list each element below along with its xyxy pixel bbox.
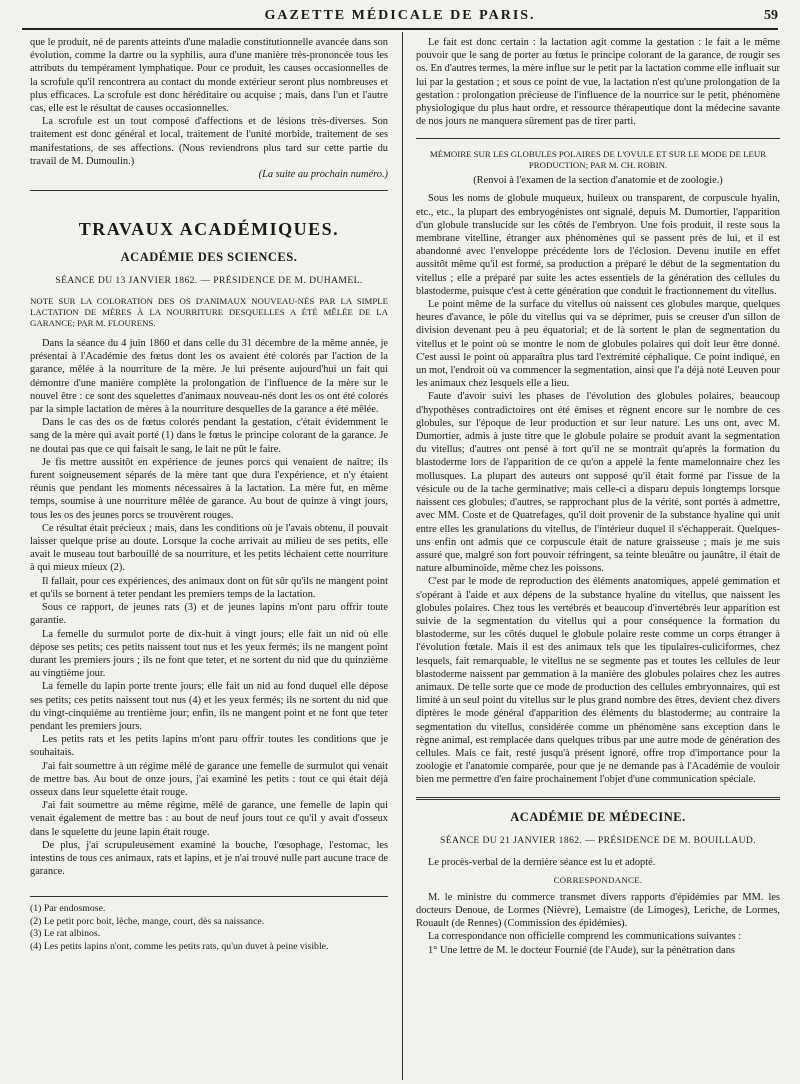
paragraph: M. le ministre du commerce transmet divers rapports d'épidémies par MM. les docteurs Denoue, de Lormes (Nièvre), Lemaistre (de Limoges), Leriche, de Lormes, Rouault (de Rennes) (Commission des épidémies). — [416, 891, 780, 930]
paragraph: Dans le cas des os de fœtus colorés pendant la gestation, c'était évidemment le sang de la mère qui avait porté (1) dans le fœtus le principe colorant de la garance. Je ne doutai pas que ce qui faisait le sang, le lait ne pût le faire. — [30, 417, 388, 455]
right-column — [416, 36, 780, 1076]
paragraph: Je fis mettre aussitôt en expérience de jeunes porcs qui venaient de naître; ils furent soigneusement séparés de la mère tant que dura l'expérience, et n'y étaient réunis que pendant les moments nécessaires à la lactation. La mère fut, en même temps, soumise à une nourriture mêlée de garance. Au bout de quinze à vingt jours, tous les os des jeunes porcs se trouvèrent rouges. — [30, 456, 388, 521]
paragraph: C'est par le mode de reproduction des éléments anatomiques, appelé gemmation et s'opérant à l'aide et aux dépens de la substance hyaline du vitellus, que naissent les globules polaires. Chez tous les vertébrés et beaucoup d'invertébrés leur apparition est suivie de la segmentation du vitellus qui a pour conséquence la formation du blastoderme, sur les côtés duquel le globule polaire reste comme un corps étranger à l'évolution fœtale. Mais il est des animaux tels que les tipulaires-culiciformes, chez lesquels, fait remarquable, le vitellus ne se segmente pas et toutes les cellules de leur blastoderme naissent par gemmation à la manière des globules polaires chez les autres animaux. De telle sorte que ce mode de production des cellules embryonnaires, qui est limité à un seul point du vitellus sur le plus grand nombre des êtres, devient chez divers diptères le mode général d'apparition des éléments du blastoderme; au contraire la segmentation du vitellus, considérée comme un phénomène sans exception dans le règne animal, est remplacée dans quelques tribus par une autre mode de génération des cellules. Mais ce fait, resté jusqu'à présent ignoré, offre trop d'importance pour la zoologie et l'anatomie comparée, pour que je ne demande pas à l'Académie de vouloir bien me permettre d'en faire prochainement l'objet d'une communication spéciale. — [416, 576, 780, 786]
paragraph: Dans la séance du 4 juin 1860 et dans celle du 31 décembre de la même année, je présentai à l'Académie des fœtus dont les os avaient été colorés par l'action de la garance, mêlée à la nourriture de la mère. Je lui présente aujourd'hui un fait qui démontre d'une manière complète la prolongation de l'influence de la mère sur le nouvel être : ce sont des squelettes d'animaux nouveau-nés dont les os ont été colorés par la simple lactation de mères à la nourriture desquelles de la garance a été mêlée. — [30, 338, 388, 416]
seance-heading: SÉANCE DU 21 JANVIER 1862. — PRÉSIDENCE DE M. BOUILLAUD. — [439, 834, 757, 846]
paragraph: La femelle du lapin porte trente jours; elle fait un nid au fond duquel elle dépose ses petits; ces petits naissent tout nus (4) et les yeux fermés; ils ne sortent du nid que du vingt-cinquième au trentième jour; enfin, ils ne mangent point et ne font que teter pendant les premiers jours. — [30, 681, 388, 732]
academy-title: ACADÉMIE DE MÉDECINE. — [510, 809, 686, 824]
paragraph: J'ai fait soumettre au même régime, mêlé de garance, une femelle de lapin qui venait également de mettre bas : au bout de neuf jours tout ce qu'il y avait d'osseux dans le squelette du jeune lapin était rouge. — [30, 800, 388, 838]
footnote: (3) Le rat albinos. — [30, 928, 101, 940]
paragraph: Le procès-verbal de la dernière séance est lu et adopté. — [428, 856, 656, 868]
renvoi-note: (Renvoi à l'examen de la section d'anatomie et de zoologie.) — [473, 175, 723, 187]
paragraph: Les petits rats et les petits lapins m'ont paru offrir toutes les conditions que je souhaitais. — [30, 734, 388, 759]
paragraph: Ce résultat était précieux ; mais, dans les conditions où je l'avais obtenu, il pouvait laisser quelque prise au doute. Lorsque la coche arrivait au milieu de ses petits, elle avait le museau tout barbouillé de sa nourriture, et les petits léchaient cette nourriture à qui mieux mieux (2). — [30, 522, 388, 574]
journal-title: GAZETTE MÉDICALE DE PARIS. — [264, 8, 536, 23]
paragraph: Le fait est donc certain : la lactation agit comme la gestation : le fait a le même pouvoir que le sang de porter au fœtus le principe colorant de la garance, de rougir ses os. En d'autres termes, la mère influe sur le petit par la lactation comme elle influait sur lui par la gestation ; et sous ce point de vue, la lactation n'est qu'une prolongation de la gestation : prolongation précieuse de l'influence de la nourrice sur le petit, phénomène physiologique du plus haut ordre, et ressource thérapeutique dont la médecine savante de nos jours ne manquera sûrement pas de tirer parti. — [416, 37, 780, 128]
section-title: TRAVAUX ACADÉMIQUES. — [78, 219, 340, 240]
divider — [30, 190, 388, 191]
page-header — [22, 6, 778, 30]
seance-heading: SÉANCE DU 13 JANVIER 1862. — PRÉSIDENCE DE M. DUHAMEL. — [55, 275, 363, 287]
page-number: 59 — [764, 8, 778, 23]
column-divider — [402, 32, 403, 1080]
paragraph: Le point même de la surface du vitellus où naissent ces globules marque, quelques heures d'avance, le pôle du vitellus qui va se déprimer, puis se creuser d'un sillon de division devenant peu à peu équatorial; et de là sortent le plan de segmentation du vitellus et le point où se montre le nom de globules polaires qui doit leur être donné. C'est aussi le point où apparaîtra plus tard l'extrémité céphalique. Ce point indiqué, en un mot, l'endroit où va commencer la segmentation, ainsi que l'a déjà noté Leuven pour les animaux chez lesquels elle a lieu. — [416, 299, 780, 390]
paragraph: La scrofule est un tout composé d'affections et de lésions très-diverses. Son traitement est donc général et local, traitement de l'unité morbide, traitement de ses manifestations, de ses affections. (Nous reviendrons plus tard sur cette partie du travail de M. Dumoulin.) — [30, 116, 388, 167]
footnote: (2) Le petit porc boit, lèche, mange, court, dès sa naissance. — [30, 915, 265, 927]
continued-note: (La suite au prochain numéro.) — [258, 169, 388, 181]
academy-title: ACADÉMIE DES SCIENCES. — [120, 250, 298, 265]
paragraph: que le produit, né de parents atteints d'une maladie constitutionnelle avancée dans son évolution, comme la dartre ou la syphilis, aura d'une manière très-prononcée tous les attributs du tempérament lymphatique. Pour ce produit, les causes occasionnelles de la scrofule qu'il rencontrera au contact du monde extérieur seront plus nombreuses et plus efficaces. La scrofule est donc héréditaire ou acquise ; mais, dans l'un et l'autre cas, elle est le résultat de causes occasionnelles. — [30, 37, 388, 115]
paragraph: Sous ce rapport, de jeunes rats (3) et de jeunes lapins m'ont paru offrir toute garantie. — [30, 602, 388, 627]
paragraph: 1° Une lettre de M. le docteur Fournié (de l'Aude), sur la pénétration dans — [428, 944, 735, 956]
paragraph: Il fallait, pour ces expériences, des animaux dont on fût sûr qu'ils ne mangent point et qu'ils se bornent à teter pendant les premiers temps de la lactation. — [30, 575, 388, 600]
memoire-title: MÉMOIRE SUR LES GLOBULES POLAIRES DE L'OVULE ET SUR LE MODE DE LEUR PRODUCTION; PAR M. CH. ROBIN. — [429, 149, 767, 171]
paragraph: J'ai fait soumettre à un régime mêlé de garance une femelle de surmulot qui venait de mettre bas. Au bout de onze jours, j'ai examiné les petits : tout ce qui était déjà osseux dans leur squelette était rouge. — [30, 760, 388, 798]
correspondance-heading: CORRESPONDANCE. — [553, 874, 643, 885]
divider — [416, 138, 780, 139]
footnote: (1) Par endosmose. — [30, 903, 106, 915]
note-title: NOTE SUR LA COLORATION DES OS D'ANIMAUX NOUVEAU-NÉS PAR LA SIMPLE LACTATION DE MÈRES À LA NOURRITURE DESQUELLES A ÉTÉ MÊLÉE DE LA GARANCE; PAR M. FLOURENS. — [30, 296, 388, 329]
footnotes — [30, 896, 388, 953]
left-column — [30, 36, 388, 1076]
footnote: (4) Les petits lapins n'ont, comme les petits rats, qu'un duvet à peine visible. — [30, 940, 329, 952]
paragraph: La femelle du surmulot porte de dix-huit à vingt jours; elle fait un nid où elle dépose ses petits; ces petits naissent tout nus et les yeux fermés; ils ne mangent point durant les premiers jours ; ils ne font que teter, et ne sortent du nid que du quinzième au vingtième jour. — [30, 628, 388, 680]
paragraph: De plus, j'ai scrupuleusement examiné la bouche, l'œsophage, l'estomac, les intestins de tous ces animaux, rats et lapins, et je n'ai trouvé nulle part aucune trace de garance. — [30, 839, 388, 878]
divider — [416, 797, 780, 800]
paragraph: Faute d'avoir suivi les phases de l'évolution des globules polaires, beaucoup d'hypothèses contradictoires ont été émises et règnent encore sur le nombre de ces globules, sur l'époque de leur production et sur leur nature. Les uns ont, avec M. Dumortier, admis à juste titre que le globule polaire se produit avant la segmentation du vitellus; d'autres ont pensé à tort qu'il ne se montrait qu'après la formation du blastoderme lors de l'apparition de ce qu'on a appelé la fente mamelonnaire chez les mollusques. La plupart des auteurs ont supposé qu'il était formé par l'issue de la vésicule ou de la tache germinative; mais celle-ci a disparu depuis longtemps lorsque naissent ces globules; d'autres, se rapprochant plus de la vérité, sont portés à admettre, avec MM. Coste et de Quatrefages, qu'il doit provenir de la substance hyaline qui unit entre elles les granulations du vitellus, de l'intérieur duquel il s'échapperait. Quelques-uns enfin ont admis que ce corpuscule était de nature graisseuse ; mais je me suis assuré que, malgré son fort pouvoir réfringent, sa teinte bleuâtre ou jaunâtre, il était de nature albuminoïde, même chez les poissons. — [416, 391, 780, 575]
paragraph: Sous les noms de globule muqueux, huileux ou transparent, de corpuscule hyalin, etc., etc., la plupart des embryogénistes ont signalé, depuis M. Dumortier, l'apparition d'un globule translucide sur les côtés de l'embryon. Une fois produit, il reste sous la membrane vitelline, étranger aux phénomènes qui se passent près de lui, et il est abandonné avec l'enveloppe précédente lors de l'éclosion. Devenu inutile en effet aussitôt même qu'il est formé, sa production a préparé le début de la segmentation du vitellus ; elle a préparé par suite les actes essentiels de la génération des cellules du blastoderme, puisque c'est à cette génération que conduit le fractionnement du vitellus. — [416, 193, 780, 297]
paragraph: La correspondance non officielle comprend les communications suivantes : — [428, 931, 742, 943]
